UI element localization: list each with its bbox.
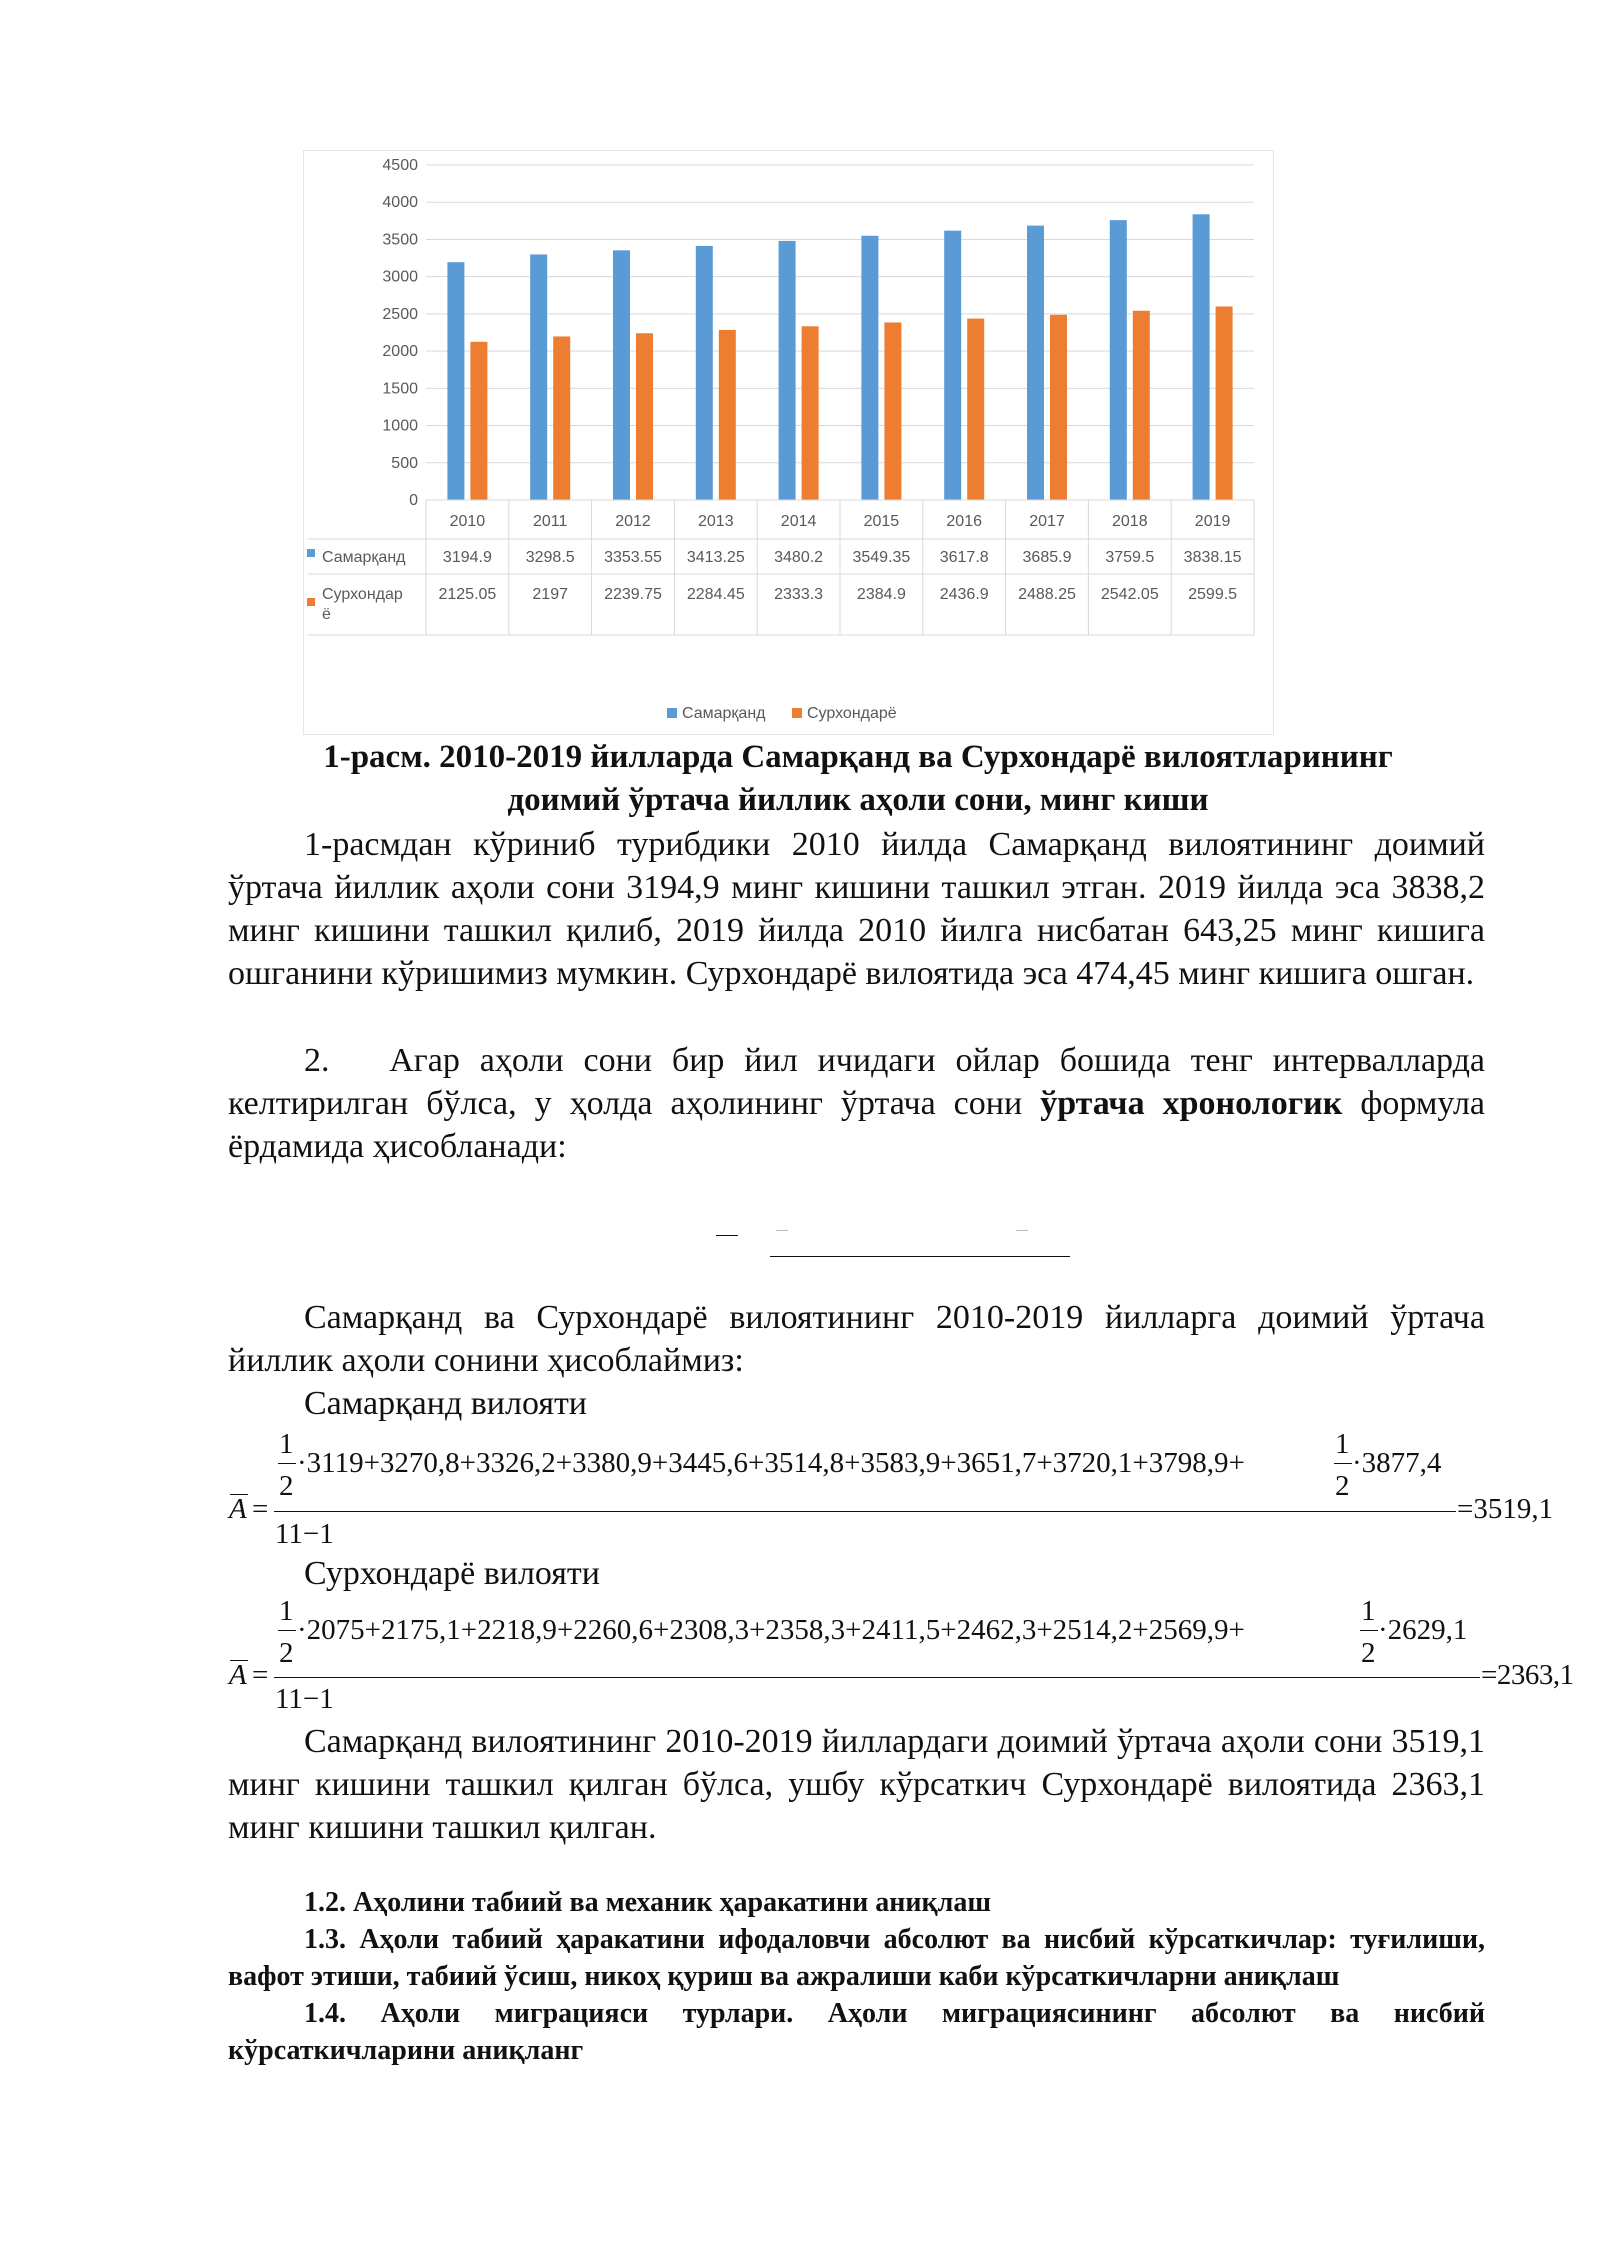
legend-key-surkhandarya [792, 708, 802, 718]
data-label-surkhandarya-2013: 2284.45 [686, 586, 745, 603]
formula1-half-bar-2 [1334, 1463, 1352, 1464]
data-label-surkhandarya-2018: 2542.05 [1100, 586, 1159, 603]
legend-label-surkhandarya: Сурхондарё [807, 705, 897, 722]
bar-samarkand-2013 [696, 246, 713, 500]
data-label-surkhandarya-2015: 2384.9 [856, 586, 906, 603]
formula1-last-term: ·3877,4 [1352, 1447, 1442, 1479]
x-tick-label-2016: 2016 [946, 513, 982, 530]
x-tick-label-2014: 2014 [780, 513, 817, 530]
data-label-samarkand-2018: 3759.5 [1105, 549, 1155, 566]
x-tick-label-2018: 2018 [1112, 513, 1148, 530]
y-tick-label-4000: 4000 [382, 194, 418, 212]
bar-surkhandarya-2013 [719, 330, 736, 500]
data-label-samarkand-2019: 3838.15 [1183, 549, 1242, 566]
formula2-half-bar-2 [1360, 1630, 1378, 1631]
caption-line-2: доимий ўртача йиллик аҳоли сони, минг киши [507, 782, 1209, 818]
paragraph-2 [228, 1039, 1485, 1168]
data-label-surkhandarya-2017: 2488.25 [1018, 586, 1076, 603]
section-1-4: 1.4. Аҳоли миграцияси турлари. Аҳоли миграциясининг абсолют ва нисбий кўрсаткичларини аниқланг [228, 1998, 1485, 2066]
x-tick-label-2013: 2013 [698, 513, 734, 530]
formula-placeholder-fraction-line [770, 1256, 1070, 1257]
formula-placeholder-dash-3 [1016, 1230, 1028, 1231]
surkhandarya-heading: Сурхондарё вилояти [304, 1555, 600, 1592]
formula2-half-den: 2 [279, 1637, 294, 1669]
bar-samarkand-2012 [613, 250, 630, 500]
bar-surkhandarya-2018 [1133, 311, 1150, 500]
bar-surkhandarya-2011 [553, 336, 570, 500]
data-label-surkhandarya-2016: 2436.9 [939, 586, 989, 603]
bar-samarkand-2014 [779, 241, 796, 500]
bar-samarkand-2016 [944, 231, 961, 500]
chart-canvas [304, 151, 1273, 734]
y-tick-label-1000: 1000 [382, 417, 418, 435]
data-label-samarkand-2012: 3353.55 [604, 549, 662, 566]
paragraph-4 [228, 1720, 1485, 1849]
formula2-first-term: ·2075+2175,1+2218,9+2260,6+2308,3+2358,3+2411,5+2462,3+2514,2+2569,9+ [297, 1614, 1245, 1646]
legend-key-samarkand [667, 708, 677, 718]
paragraph-1-text: 1-расмдан кўриниб турибдики 2010 йилда Самарқанд вилоятининг доимий ўртача йиллик аҳоли сони 3194,9 минг кишини ташкил этган. 2019 йилда эса 3838,2 минг кишини ташкил қилиб, 2019 йилда 2010 йилга нисбатан 643,25 минг кишига ошганини кўришимиз мумкин. Сурхондарё вилоятида эса 474,45 минг кишига ошган. [228, 826, 1485, 992]
paragraph-2-after: формула ёрдамида ҳисобланади: [228, 1085, 1485, 1165]
formula2-result: =2363,1 [1481, 1659, 1574, 1691]
table-key-surkhandarya [307, 598, 315, 606]
formula2-half-num: 1 [279, 1595, 294, 1627]
bar-samarkand-2010 [447, 262, 464, 500]
formula1-abar: A [229, 1493, 247, 1525]
formula1-first-term: ·3119+3270,8+3326,2+3380,9+3445,6+3514,8+3583,9+3651,7+3720,1+3798,9+ [297, 1447, 1245, 1479]
bar-surkhandarya-2010 [470, 342, 487, 500]
data-label-surkhandarya-2019: 2599.5 [1188, 586, 1238, 603]
formula2-main-fraction-bar [274, 1677, 1480, 1678]
table-row-label-samarkand: Самарқанд [322, 549, 406, 566]
paragraph-1 [228, 823, 1485, 995]
paragraph-4-text: Самарқанд вилоятининг 2010-2019 йиллардаги доимий ўртача аҳоли сони 3519,1 минг кишини ташкил қилган бўлса, ушбу кўрсаткич Сурхондарё вилоятида 2363,1 минг кишини ташкил қилган. [228, 1723, 1485, 1846]
paragraph-2-bold: ўртача хронологик [1040, 1085, 1343, 1122]
y-tick-label-4500: 4500 [382, 157, 418, 174]
formula1-result: =3519,1 [1457, 1493, 1554, 1525]
caption-line-1: 1-расм. 2010-2019 йилларда Самарқанд ва Сурхондарё вилоятларининг [323, 739, 1393, 775]
formula2-last-term: ·2629,1 [1378, 1614, 1468, 1646]
data-label-samarkand-2010: 3194.9 [442, 549, 492, 566]
bar-surkhandarya-2016 [967, 319, 984, 500]
y-tick-label-1500: 1500 [382, 380, 418, 398]
formula1-main-fraction-bar [274, 1511, 1456, 1512]
bar-samarkand-2017 [1027, 226, 1044, 500]
formula1-half-bar [278, 1463, 296, 1464]
y-tick-label-2500: 2500 [382, 305, 418, 323]
data-label-samarkand-2011: 3298.5 [525, 549, 575, 566]
y-tick-label-500: 500 [391, 454, 418, 472]
data-label-samarkand-2015: 3549.35 [852, 549, 911, 566]
bar-samarkand-2011 [530, 254, 547, 500]
sections-block [228, 1884, 1485, 2069]
data-label-surkhandarya-2011: 2197 [532, 586, 568, 603]
x-tick-label-2011: 2011 [532, 513, 568, 530]
formula2-half-bar [278, 1630, 296, 1631]
formula2-denominator: 11−1 [275, 1683, 334, 1715]
paragraph-2-before: 2. Агар аҳоли сони бир йил ичидаги ойлар бошида тенг интервалларда келтирилган бўлса, у ҳолда аҳолининг ўртача сони [228, 1042, 1485, 1122]
formula1-half-num-2: 1 [1335, 1428, 1350, 1460]
formula1-half-den-2: 2 [1335, 1470, 1350, 1502]
samarkand-heading: Самарқанд вилояти [304, 1385, 588, 1422]
population-chart [303, 150, 1274, 735]
data-label-samarkand-2014: 3480.2 [774, 549, 824, 566]
table-row-label-surkhandarya-1: Сурхондар [322, 586, 403, 603]
x-tick-label-2017: 2017 [1029, 513, 1065, 530]
formula-placeholder-dash-2 [776, 1230, 788, 1231]
y-tick-label-3000: 3000 [382, 268, 418, 286]
bar-surkhandarya-2017 [1050, 315, 1067, 500]
formula2-half-num-2: 1 [1361, 1595, 1376, 1627]
bar-samarkand-2019 [1193, 214, 1210, 500]
bar-samarkand-2015 [861, 236, 878, 500]
data-label-samarkand-2013: 3413.25 [686, 549, 745, 566]
formula-placeholder-dash-1 [716, 1235, 738, 1236]
section-1-3: 1.3. Аҳоли табиий ҳаракатини ифодаловчи абсолют ва нисбий кўрсаткичлар: туғилиши, вафот этиши, табиий ўсиш, никоҳ қуриш ва ажралиши каби кўрсаткичларни аниқлаш [228, 1924, 1485, 1992]
data-label-samarkand-2017: 3685.9 [1022, 549, 1072, 566]
x-tick-label-2015: 2015 [863, 513, 900, 530]
x-tick-label-2019: 2019 [1194, 513, 1231, 530]
formula1-half-num: 1 [279, 1428, 294, 1460]
table-row-label-surkhandarya-2: ё [322, 606, 331, 623]
table-key-samarkand [307, 549, 315, 557]
formula2-eq: = [252, 1659, 269, 1691]
data-label-samarkand-2016: 3617.8 [939, 549, 989, 566]
formula1-denominator: 11−1 [275, 1518, 334, 1550]
section-1-2: 1.2. Аҳолини табиий ва механик ҳаракатини аниқлаш [304, 1887, 991, 1918]
paragraph-3 [228, 1296, 1485, 1382]
formula2-half-den-2: 2 [1361, 1637, 1376, 1669]
data-label-surkhandarya-2010: 2125.05 [438, 586, 497, 603]
bar-surkhandarya-2012 [636, 333, 653, 500]
bar-surkhandarya-2014 [802, 326, 819, 500]
bar-surkhandarya-2015 [884, 322, 901, 500]
formula1-eq: = [252, 1493, 269, 1525]
bar-surkhandarya-2019 [1216, 306, 1233, 500]
formula2-abar: A [229, 1659, 247, 1691]
legend-label-samarkand: Самарқанд [682, 705, 766, 722]
data-label-surkhandarya-2014: 2333.3 [774, 586, 824, 603]
formula2-abar-overline [230, 1660, 248, 1661]
x-tick-label-2012: 2012 [615, 513, 651, 530]
y-tick-label-0: 0 [409, 492, 418, 509]
data-label-surkhandarya-2012: 2239.75 [604, 586, 662, 603]
formula1-half-den: 2 [279, 1470, 294, 1502]
figure-caption [228, 736, 1488, 822]
y-tick-label-2000: 2000 [382, 343, 418, 361]
y-tick-label-3500: 3500 [382, 231, 418, 249]
x-tick-label-2010: 2010 [449, 513, 486, 530]
bar-samarkand-2018 [1110, 220, 1127, 500]
paragraph-3-text: Самарқанд ва Сурхондарё вилоятининг 2010-2019 йилларга доимий ўртача йиллик аҳоли сонини ҳисоблаймиз: [228, 1299, 1485, 1379]
formula1-abar-overline [230, 1494, 248, 1495]
